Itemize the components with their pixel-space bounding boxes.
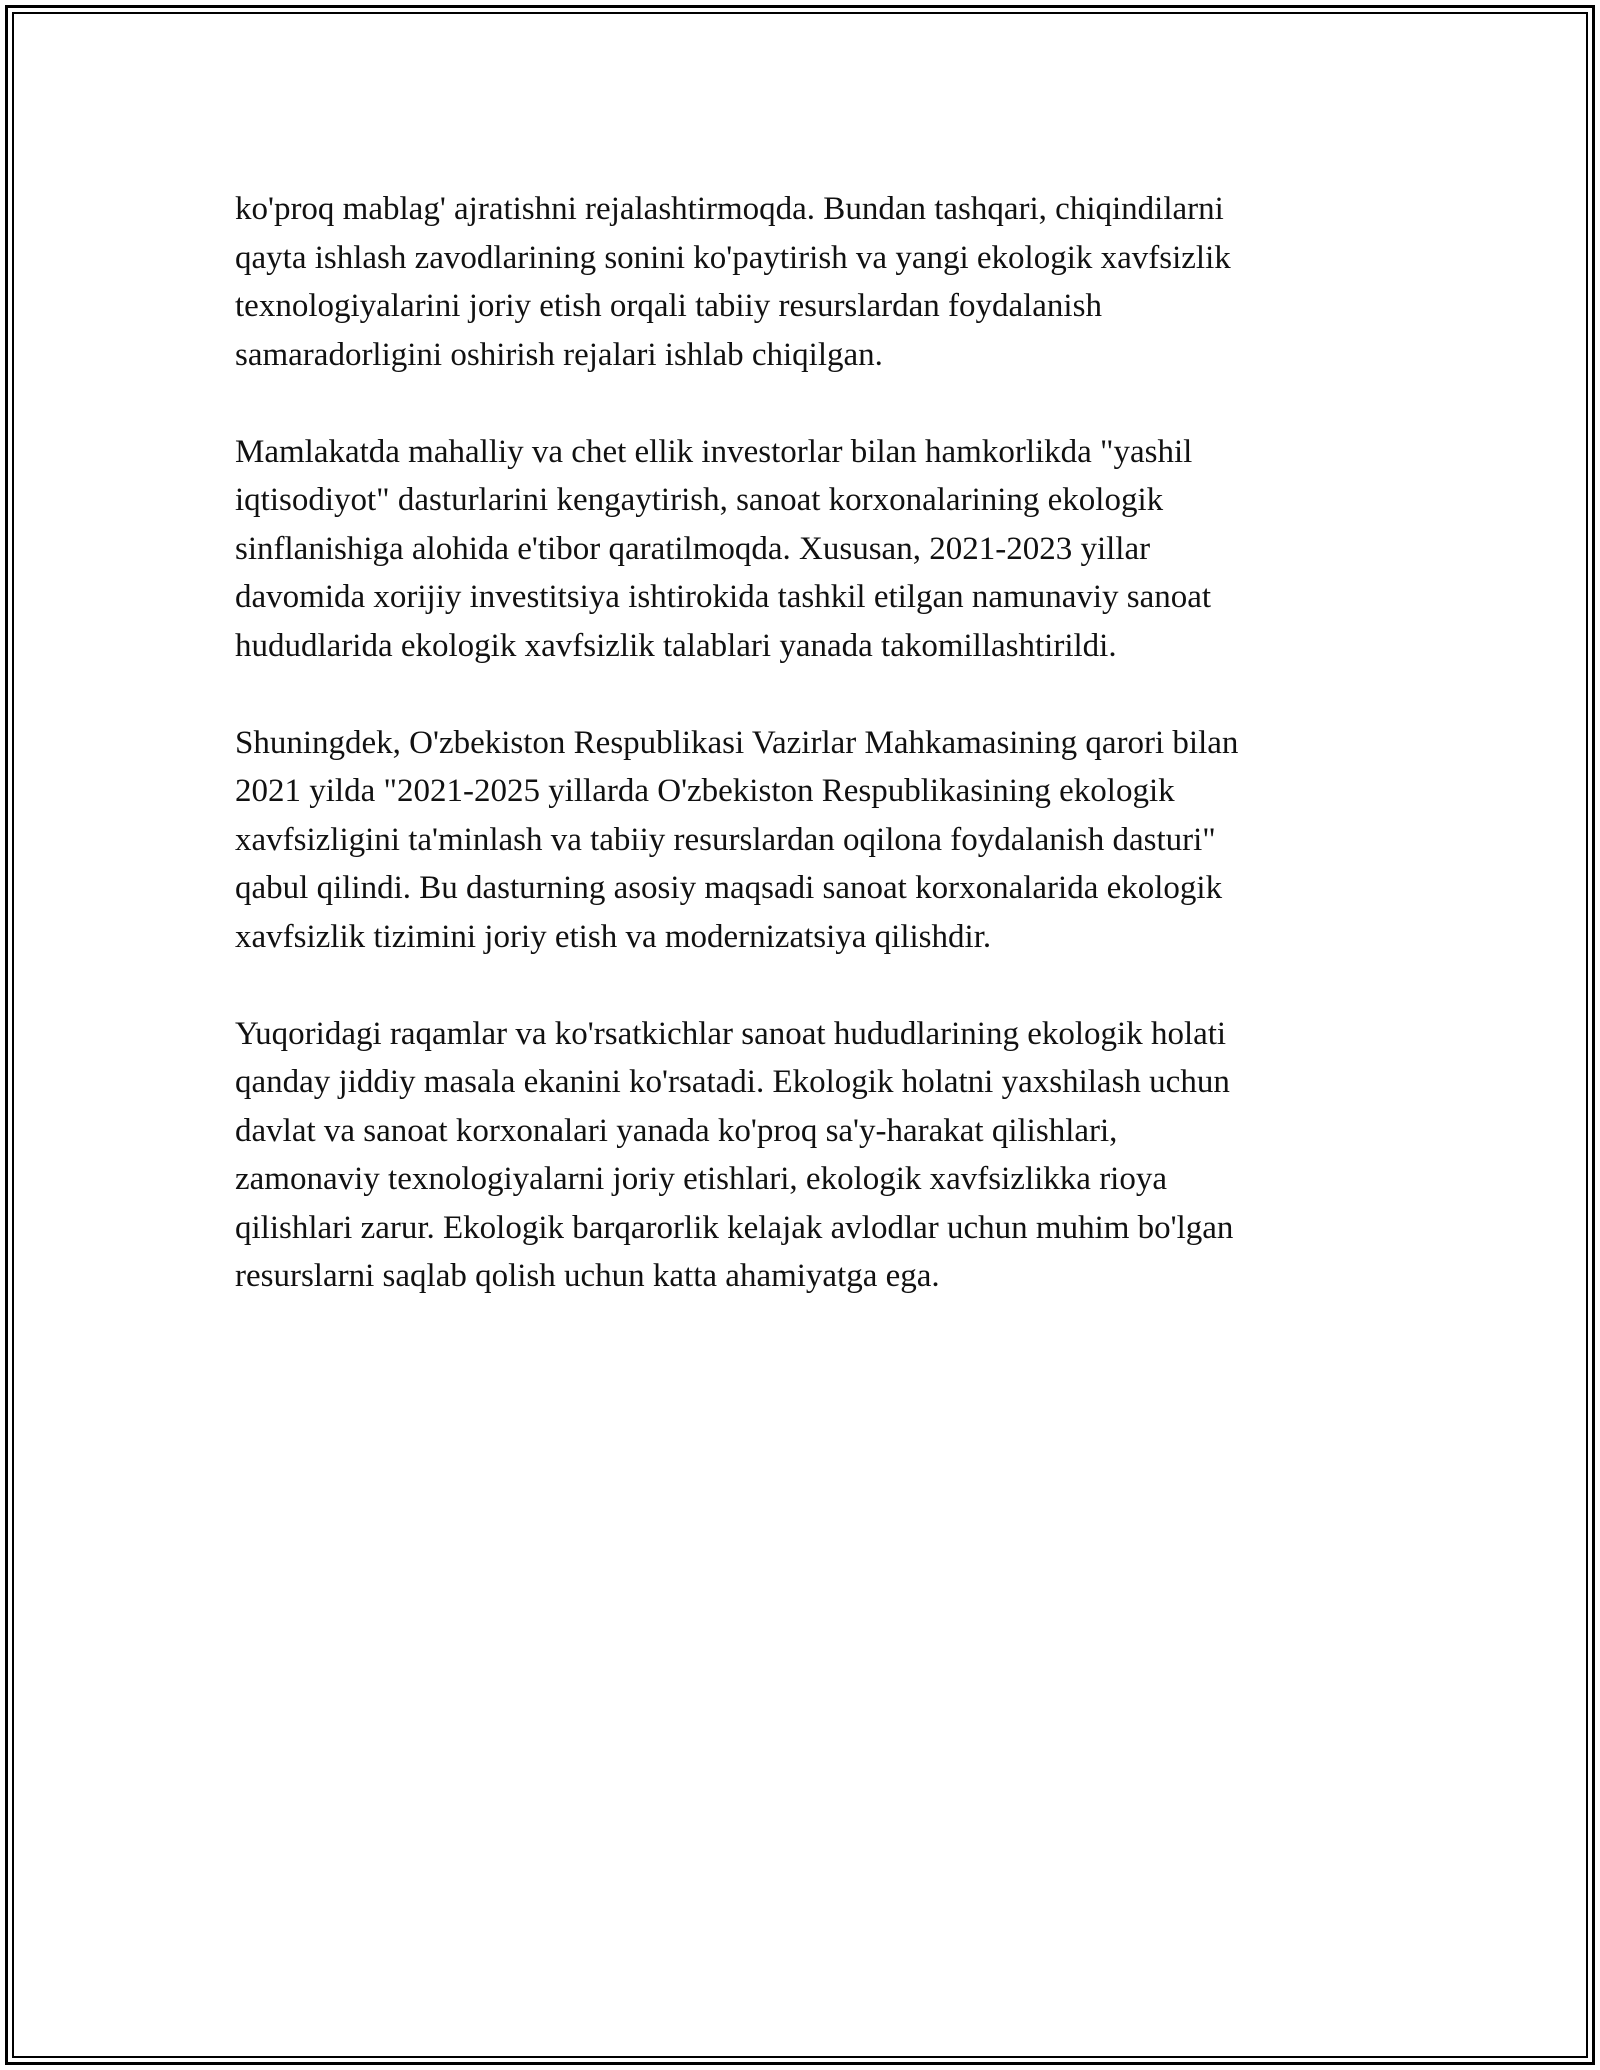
document-body — [235, 185, 1365, 1349]
paragraph-4: Yuqoridagi raqamlar va ko'rsatkichlar sanoat hududlarining ekologik holati qanday jiddiy masala ekanini ko'rsatadi. Ekologik holatni yaxshilash uchun davlat va sanoat korxonalari yanada ko'proq sa'y-harakat qilishlari, zamonaviy texnologiyalarni joriy etishlari, ekologik xavfsizlikka rioya qilishlari zarur. Ekologik barqarorlik kelajak avlodlar uchun muhim bo'lgan resurslarni saqlab qolish uchun katta ahamiyatga ega. — [235, 1015, 1234, 1294]
paragraph-2: Mamlakatda mahalliy va chet ellik investorlar bilan hamkorlikda "yashil iqtisodiyot" dasturlarini kengaytirish, sanoat korxonalarining ekologik sinflanishiga alohida e'tibor qaratilmoqda. Xususan, 2021-2023 yillar davomida xorijiy investitsiya ishtirokida tashkil etilgan namunaviy sanoat hududlarida ekologik xavfsizlik talablari yanada takomillashtirildi. — [235, 433, 1212, 664]
paragraph-3: Shuningdek, O'zbekiston Respublikasi Vazirlar Mahkamasining qarori bilan 2021 yilda "2021-2025 yillarda O'zbekiston Respublikasining ekologik xavfsizligini ta'minlash va tabiiy resurslardan oqilona foydalanish dasturi" qabul qilindi. Bu dasturning asosiy maqsadi sanoat korxonalarida ekologik xavfsizlik tizimini joriy etish va modernizatsiya qilishdir. — [235, 724, 1239, 955]
paragraph-1: ko'proq mablag' ajratishni rejalashtirmoqda. Bundan tashqari, chiqindilarni qayta ishlash zavodlarining sonini ko'paytirish va yangi ekologik xavfsizlik texnologiyalarini joriy etish orqali tabiiy resurslardan foydalanish samaradorligini oshirish rejalari ishlab chiqilgan. — [235, 191, 1231, 373]
